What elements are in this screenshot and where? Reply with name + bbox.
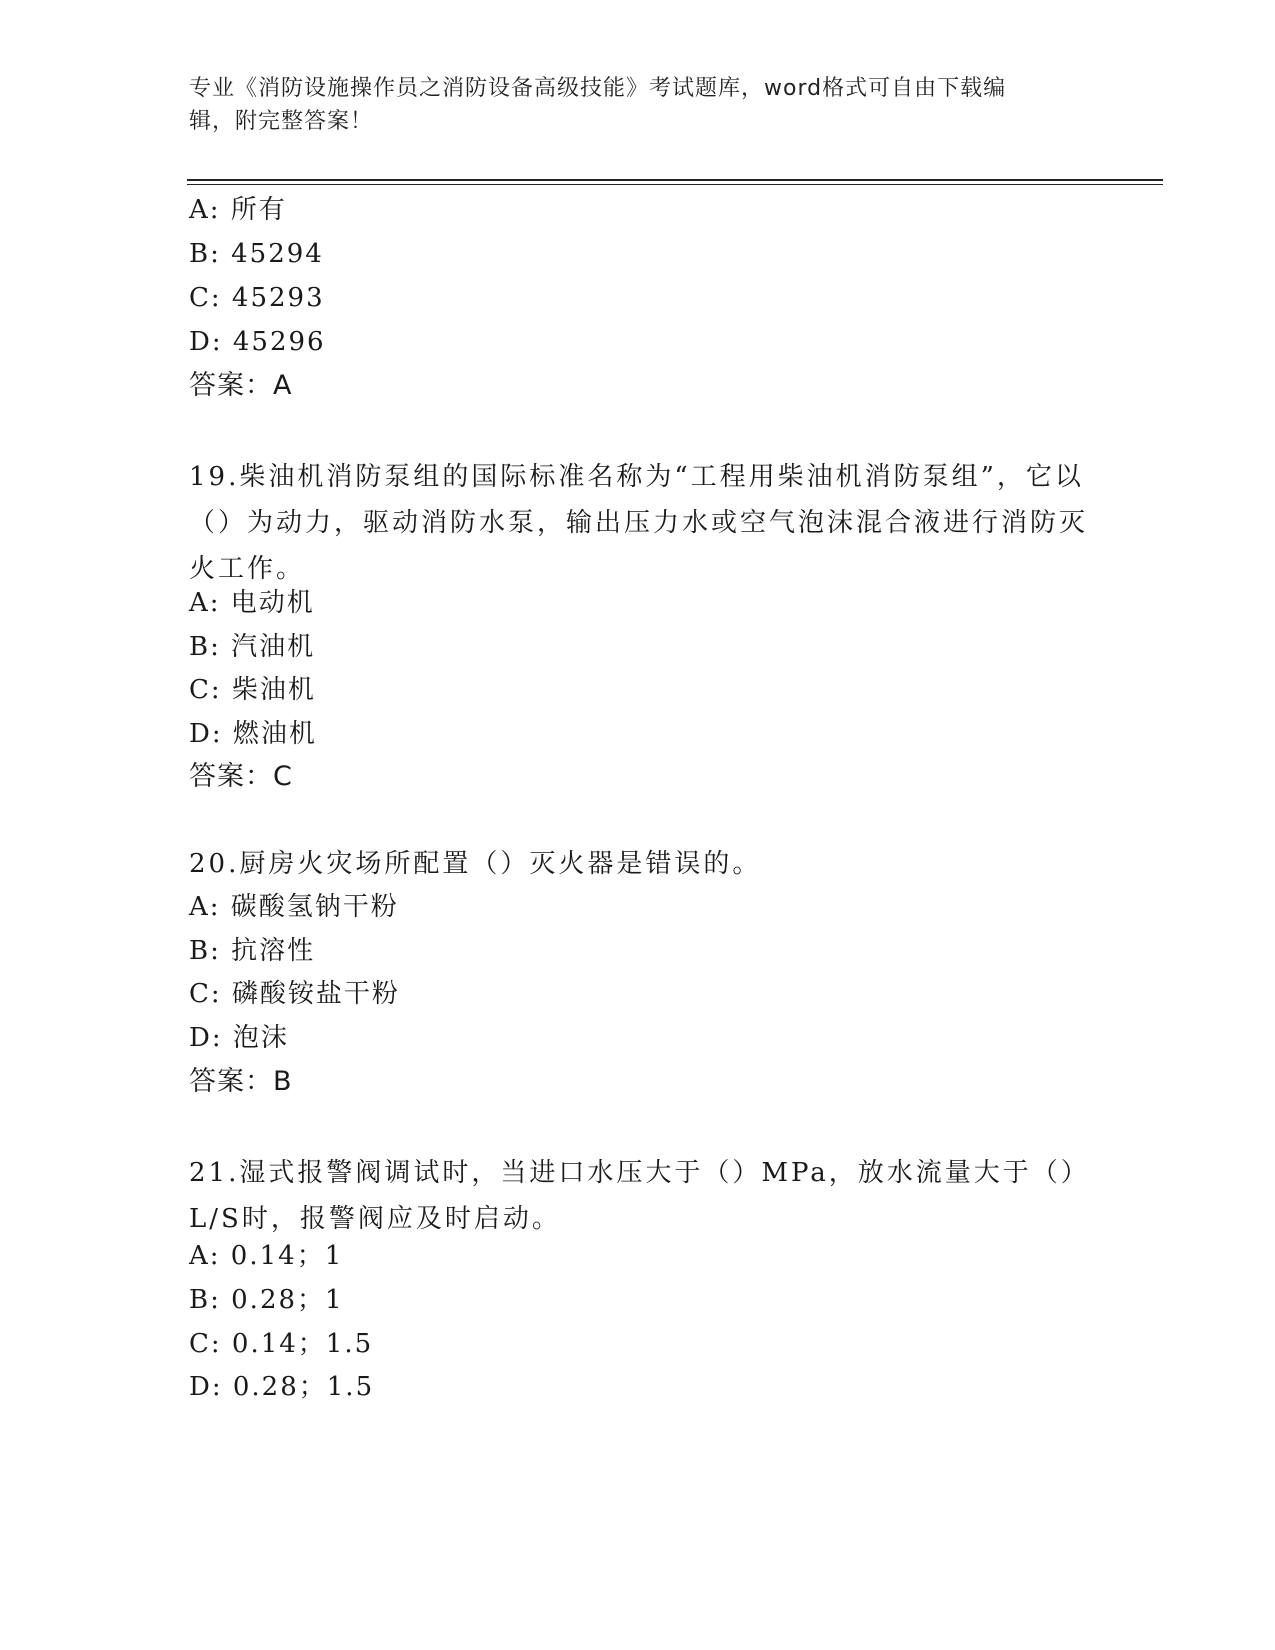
header-divider-thin — [187, 184, 1163, 185]
q20-option-a: A: 碳酸氢钠干粉 — [189, 892, 399, 922]
header-divider-thick — [187, 179, 1163, 181]
q19-answer: 答案：C — [189, 761, 293, 792]
header-line-1: 专业《消防设施操作员之消防设备高级技能》考试题库，word格式可自由下载编 — [189, 76, 1007, 101]
q19-option-a: A: 电动机 — [189, 588, 315, 618]
header-line-2: 辑，附完整答案！ — [189, 109, 374, 134]
q19-option-b: B: 汽油机 — [189, 632, 316, 662]
q21-option-d: D: 0.28；1.5 — [189, 1372, 375, 1402]
q18-option-c: C: 45293 — [189, 283, 325, 313]
q20-answer: 答案：B — [189, 1066, 293, 1097]
q18-answer: 答案：A — [189, 370, 293, 401]
q18-option-a: A: 所有 — [189, 195, 287, 225]
q20-question: 20.厨房火灾场所配置（）灭火器是错误的。 — [189, 849, 762, 879]
q20-option-d: D: 泡沫 — [189, 1023, 289, 1053]
q19-option-d: D: 燃油机 — [189, 719, 317, 749]
q20-option-b: B: 抗溶性 — [189, 936, 316, 966]
q18-option-d: D: 45296 — [189, 327, 326, 357]
q18-option-b: B: 45294 — [189, 239, 324, 269]
q20-option-c: C: 磷酸铵盐干粉 — [189, 979, 400, 1009]
document-header — [189, 72, 1079, 138]
q21-option-b: B: 0.28；1 — [189, 1285, 344, 1315]
q21-option-c: C: 0.14；1.5 — [189, 1329, 374, 1359]
q21-option-a: A: 0.14；1 — [189, 1241, 344, 1271]
q19-question: 19.柴油机消防泵组的国际标准名称为“工程用柴油机消防泵组”，它以（）为动力，驱动消防水泵，输出压力水或空气泡沫混合液进行消防灭火工作。 — [189, 462, 1089, 584]
q19-option-c: C: 柴油机 — [189, 675, 316, 705]
q21-question: 21.湿式报警阀调试时，当进口水压大于（）MPa，放水流量大于（）L/S时，报警阀应及时启动。 — [189, 1158, 1077, 1234]
